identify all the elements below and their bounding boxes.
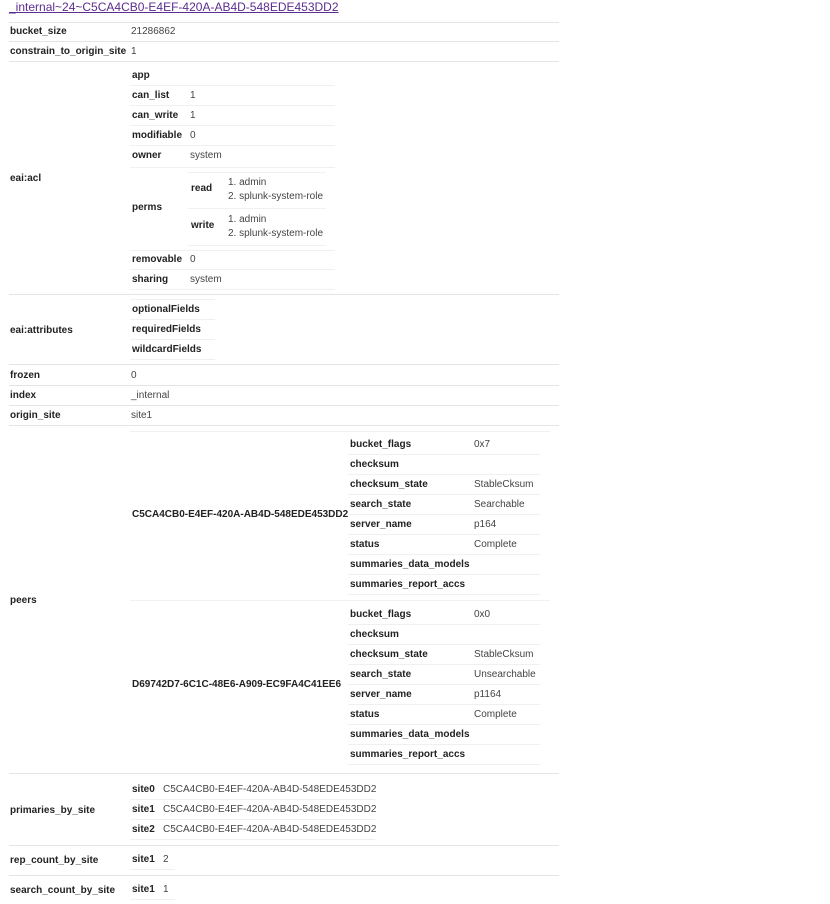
attr-divider [130,359,215,360]
key-eai-attributes: eai:attributes [10,325,73,336]
key-rep-count-by-site: rep_count_by_site [10,855,99,866]
row-divider [9,364,559,365]
peer-key-summaries-data-models: summaries_data_models [350,729,470,740]
acl-divider [130,125,335,126]
primaries-divider [130,799,375,800]
acl-key-owner: owner [132,150,162,161]
peer-key-summaries-report-accs: summaries_report_accs [350,749,466,760]
row-divider [9,773,559,774]
peer-key-bucket-flags: bucket_flags [350,609,412,620]
key-constrain-to-origin-site: constrain_to_origin_site [10,46,127,57]
search-count-divider [130,899,175,900]
value-constrain-to-origin-site: 1 [131,46,137,57]
peer-row-divider [348,744,540,745]
perms-key-write: write [191,220,215,231]
acl-key-perms: perms [132,202,163,213]
peer-row-divider [348,574,540,575]
perms-divider [188,208,326,209]
peer-key-checksum-state: checksum_state [350,479,428,490]
peer-value-search-state: Unsearchable [474,669,536,680]
acl-divider [130,85,335,86]
value-index: _internal [131,390,170,401]
bucket-title-link[interactable]: _internal~24~C5CA4CB0-E4EF-420A-AB4D-548EDE453DD2 [9,0,339,14]
row-divider [9,41,559,42]
primaries-site-value: C5CA4CB0-E4EF-420A-AB4D-548EDE453DD2 [163,804,377,815]
acl-divider [130,105,335,106]
search-count-site-key: site1 [132,884,155,895]
acl-key-can-list: can_list [132,90,170,101]
peer-id: D69742D7-6C1C-48E6-A909-EC9FA4C41EE6 [132,679,341,690]
peer-row-divider [348,514,540,515]
key-index: index [10,390,37,401]
peer-row-divider [348,664,540,665]
peer-value-checksum-state: StableCksum [474,649,534,660]
primaries-site-value: C5CA4CB0-E4EF-420A-AB4D-548EDE453DD2 [163,784,377,795]
primaries-site-key: site2 [132,824,155,835]
peers-divider [130,431,550,432]
perms-write-item: 2. splunk-system-role [228,228,324,239]
perms-divider [188,172,326,173]
acl-value-can-list: 1 [190,90,196,101]
key-eai-acl: eai:acl [10,173,42,184]
peer-value-server-name: p1164 [474,689,502,700]
peer-key-checksum: checksum [350,459,399,470]
perms-read-item: 2. splunk-system-role [228,191,324,202]
primaries-site-key: site0 [132,784,155,795]
peer-value-server-name: p164 [474,519,497,530]
peer-value-status: Complete [474,709,517,720]
peer-value-bucket-flags: 0x7 [474,439,491,450]
row-divider [9,875,559,876]
acl-value-owner: system [190,150,222,161]
peer-value-bucket-flags: 0x0 [474,609,491,620]
key-search-count-by-site: search_count_by_site [10,885,116,896]
peer-value-checksum-state: StableCksum [474,479,534,490]
peer-key-bucket-flags: bucket_flags [350,439,412,450]
peer-key-server-name: server_name [350,689,412,700]
acl-key-removable: removable [132,254,183,265]
peer-row-divider [348,494,540,495]
primaries-site-value: C5CA4CB0-E4EF-420A-AB4D-548EDE453DD2 [163,824,377,835]
rep-count-divider [130,869,175,870]
acl-divider [130,269,335,270]
peer-value-status: Complete [474,539,517,550]
peer-key-status: status [350,539,380,550]
attr-wildcard-fields: wildcardFields [132,344,202,355]
peer-key-checksum-state: checksum_state [350,649,428,660]
peer-row-divider [348,624,540,625]
attr-optional-fields: optionalFields [132,304,200,315]
acl-value-removable: 0 [190,254,196,265]
rep-count-site-value: 2 [163,854,169,865]
peer-key-search-state: search_state [350,499,412,510]
search-count-site-value: 1 [163,884,169,895]
key-origin-site: origin_site [10,410,61,421]
peer-row-divider [348,554,540,555]
perms-write-item: 1. admin [228,214,267,225]
attr-required-fields: requiredFields [132,324,201,335]
key-frozen: frozen [10,370,40,381]
acl-value-modifiable: 0 [190,130,196,141]
peer-id: C5CA4CB0-E4EF-420A-AB4D-548EDE453DD2 [132,509,349,520]
peer-row-divider [348,534,540,535]
row-divider [9,425,559,426]
peer-value-search-state: Searchable [474,499,525,510]
peer-key-search-state: search_state [350,669,412,680]
acl-value-can-write: 1 [190,110,196,121]
row-divider [9,405,559,406]
row-divider [9,22,559,23]
row-divider [9,61,559,62]
peer-key-status: status [350,709,380,720]
row-divider [9,294,559,295]
value-frozen: 0 [131,370,137,381]
key-primaries-by-site: primaries_by_site [10,805,96,816]
key-bucket-size: bucket_size [10,26,67,37]
perms-read-item: 1. admin [228,177,267,188]
acl-divider [130,250,335,251]
row-divider [9,845,559,846]
peer-row-divider [348,594,540,595]
acl-divider [130,289,335,290]
peer-row-divider [348,764,540,765]
peer-key-server-name: server_name [350,519,412,530]
primaries-divider [130,839,375,840]
peer-row-divider [348,684,540,685]
acl-value-sharing: system [190,274,222,285]
acl-key-app: app [132,70,150,81]
value-origin-site: site1 [131,410,153,421]
acl-divider [130,167,335,168]
value-bucket-size: 21286862 [131,26,176,37]
attr-divider [130,339,215,340]
acl-key-sharing: sharing [132,274,169,285]
attr-divider [130,299,215,300]
peer-row-divider [348,704,540,705]
key-peers: peers [10,595,37,606]
acl-divider [130,145,335,146]
peer-row-divider [348,454,540,455]
peer-row-divider [348,474,540,475]
primaries-site-key: site1 [132,804,155,815]
peer-row-divider [348,644,540,645]
peer-key-summaries-report-accs: summaries_report_accs [350,579,466,590]
peer-key-checksum: checksum [350,629,399,640]
peers-divider [130,600,550,601]
attr-divider [130,319,215,320]
rep-count-site-key: site1 [132,854,155,865]
primaries-divider [130,819,375,820]
acl-key-can-write: can_write [132,110,179,121]
perms-key-read: read [191,183,213,194]
perms-divider [188,245,326,246]
row-divider [9,385,559,386]
acl-key-modifiable: modifiable [132,130,183,141]
peer-key-summaries-data-models: summaries_data_models [350,559,470,570]
peer-row-divider [348,724,540,725]
